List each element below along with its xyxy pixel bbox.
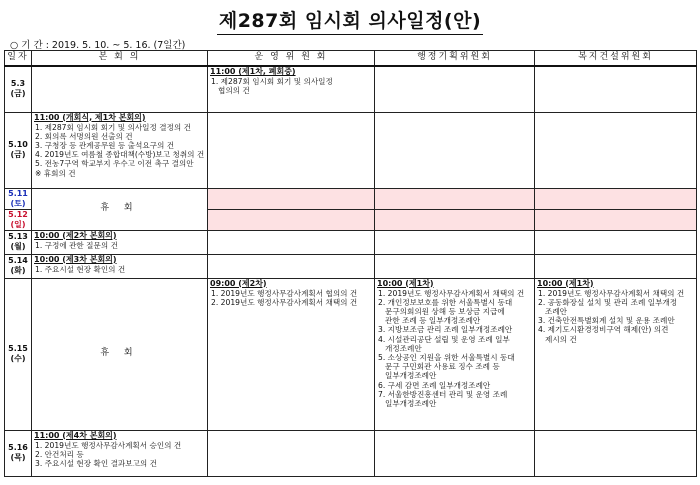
session-heading: 11:00 (제1차, 폐회중) — [210, 67, 296, 76]
agenda-item: 일부개정조례안 — [385, 371, 437, 381]
agenda-item: 6. 구세 감면 조례 일부개정조례안 — [378, 380, 491, 390]
date-day: 5.11 — [8, 188, 28, 198]
operations-cell — [208, 188, 375, 209]
date-cell — [5, 66, 32, 112]
date-day: 5.14 — [8, 256, 28, 265]
operations-cell — [208, 112, 375, 188]
session-heading: 11:00 (제4차 본회의) — [34, 430, 117, 440]
page-title: 제287회 임시회 의사일정(안) — [217, 6, 483, 35]
agenda-item: 2. 회의록 서명의원 선출의 건 — [35, 131, 133, 141]
welfare-cell — [535, 188, 697, 209]
date-weekday: (금) — [10, 89, 26, 99]
agenda-item: 개정조례안 — [385, 343, 422, 353]
date-cell — [5, 188, 32, 209]
date-day: 5.13 — [8, 232, 28, 241]
session-heading: 10:00 (제1차) — [537, 278, 594, 288]
table-row — [5, 66, 697, 112]
agenda-item: 협의의 건 — [218, 86, 250, 96]
agenda-item: 4. 제기도시환경정비구역 해제(안) 의견 — [538, 325, 669, 335]
operations-cell — [208, 254, 375, 278]
table-row — [5, 254, 697, 278]
agenda-item: 2. 안건처리 등 — [35, 449, 84, 459]
table-row — [5, 230, 697, 254]
agenda-item: 1. 2019년도 행정사무감사계획서 채택의 건 — [378, 288, 525, 298]
date-weekday: (일) — [10, 219, 26, 229]
header-plenary: 본 회 의 — [32, 51, 208, 67]
plenary-cell — [32, 254, 208, 278]
date-cell — [5, 230, 32, 254]
agenda-item: 일부개정조례안 — [385, 398, 437, 408]
date-weekday: (목) — [10, 453, 26, 462]
welfare-cell — [535, 209, 697, 230]
agenda-item: 3. 주요시설 현장 확인 결과보고의 건 — [35, 458, 158, 468]
date-weekday: (월) — [10, 242, 26, 251]
header-admin-planning: 행정기획위원회 — [375, 51, 535, 67]
agenda-item: 2. 2019년도 행정사무감사계획서 채택의 건 — [211, 297, 358, 307]
agenda-item: 관한 조례 등 일부개정조례안 — [385, 316, 481, 326]
operations-cell — [208, 66, 375, 112]
admin-cell — [375, 209, 535, 230]
session-heading: 10:00 (제2차 본회의) — [34, 230, 117, 240]
date-weekday: (화) — [10, 266, 26, 275]
header-date: 일자 — [5, 51, 32, 67]
plenary-cell — [32, 430, 208, 476]
admin-cell — [375, 66, 535, 112]
session-heading: 09:00 (제2차) — [210, 278, 267, 288]
agenda-item: 1. 제287회 임시회 회기 및 의사일정 결정의 건 — [35, 122, 192, 132]
plenary-cell — [32, 112, 208, 188]
header-operations: 운 영 위 원 회 — [208, 51, 375, 67]
table-row — [5, 430, 697, 476]
welfare-cell — [535, 66, 697, 112]
date-day: 5.10 — [8, 140, 28, 149]
agenda-item: 조례안 — [545, 306, 568, 316]
date-cell — [5, 430, 32, 476]
date-day: 5.12 — [8, 209, 28, 219]
agenda-item: 1. 2019년도 행정사무감사계획서 협의의 건 — [211, 288, 358, 298]
title-wrap — [0, 6, 700, 35]
plenary-cell — [32, 66, 208, 112]
agenda-item: 문구 구민회관 사용료 징수 조례 등 — [385, 362, 500, 372]
admin-cell — [375, 112, 535, 188]
admin-cell — [375, 278, 535, 430]
agenda-item: 1. 구정에 관한 질문의 건 — [35, 240, 118, 250]
admin-cell — [375, 430, 535, 476]
agenda-item: 4. 2019년도 여름철 종합대책(수방)보고 청취의 건 — [35, 150, 205, 160]
agenda-item: 3. 지방보조금 관리 조례 일부개정조례안 — [378, 325, 513, 335]
agenda-item: 제시의 건 — [545, 334, 577, 344]
date-day: 5.15 — [8, 344, 28, 353]
agenda-item: 1. 2019년도 행정사무감사계획서 승인의 건 — [35, 440, 182, 450]
date-weekday: (금) — [10, 150, 26, 159]
operations-cell — [208, 278, 375, 430]
agenda-item: 3. 건축안전특별회계 설치 및 운용 조례안 — [538, 316, 675, 326]
agenda-item: 5. 전농7구역 학교부지 우수고 이전 촉구 결의안 — [35, 159, 194, 169]
welfare-cell — [535, 430, 697, 476]
agenda-item: 문구의회의원 상해 등 보상금 지급에 — [385, 306, 505, 316]
admin-cell — [375, 188, 535, 209]
recess-cell: 휴 회 — [32, 188, 208, 230]
agenda-item: 1. 제287회 임시회 회기 및 의사일정 — [211, 77, 333, 86]
session-heading: 11:00 (개회식, 제1차 본회의) — [34, 112, 146, 122]
header-welfare-construction: 복지건설위원회 — [535, 51, 697, 67]
operations-cell — [208, 209, 375, 230]
welfare-cell — [535, 112, 697, 188]
table-row — [5, 112, 697, 188]
operations-cell — [208, 230, 375, 254]
session-heading: 10:00 (제3차 본회의) — [34, 254, 117, 264]
date-day: 5.16 — [8, 443, 28, 452]
date-cell — [5, 254, 32, 278]
date-day: 5.3 — [10, 79, 26, 89]
recess-cell: 휴 회 — [32, 278, 208, 430]
operations-cell — [208, 430, 375, 476]
welfare-cell — [535, 230, 697, 254]
schedule-table — [4, 50, 697, 477]
date-cell — [5, 278, 32, 430]
plenary-cell — [32, 230, 208, 254]
table-row — [5, 188, 697, 209]
agenda-item: 2. 공동화장실 설치 및 관리 조례 일부개정 — [538, 297, 678, 307]
date-cell — [5, 112, 32, 188]
agenda-item: 4. 시설관리공단 설립 및 운영 조례 일부 — [378, 334, 510, 344]
agenda-item: ※ 휴회의 건 — [35, 168, 76, 178]
agenda-item: 3. 구청장 등 관계공무원 등 출석요구의 건 — [35, 140, 175, 150]
agenda-item: 1. 주요시설 현장 확인의 건 — [35, 264, 126, 274]
table-row — [5, 278, 697, 430]
admin-cell — [375, 230, 535, 254]
session-period: ○ 기 간 : 2019. 5. 10. ~ 5. 16. (7일간) — [10, 40, 186, 51]
session-heading: 10:00 (제1차) — [377, 278, 434, 288]
agenda-item: 7. 서울한방진흥센터 관리 및 운영 조례 — [378, 389, 508, 399]
date-cell — [5, 209, 32, 230]
admin-cell — [375, 254, 535, 278]
agenda-item: 5. 소상공인 지원을 위한 서울특별시 동대 — [378, 352, 515, 362]
agenda-item: 2. 개인정보보호를 위한 서울특별시 동대 — [378, 297, 513, 307]
header-row — [5, 51, 697, 67]
welfare-cell — [535, 278, 697, 430]
date-weekday: (수) — [10, 354, 26, 363]
date-weekday: (토) — [10, 198, 26, 208]
agenda-item: 1. 2019년도 행정사무감사계획서 채택의 건 — [538, 288, 685, 298]
welfare-cell — [535, 254, 697, 278]
